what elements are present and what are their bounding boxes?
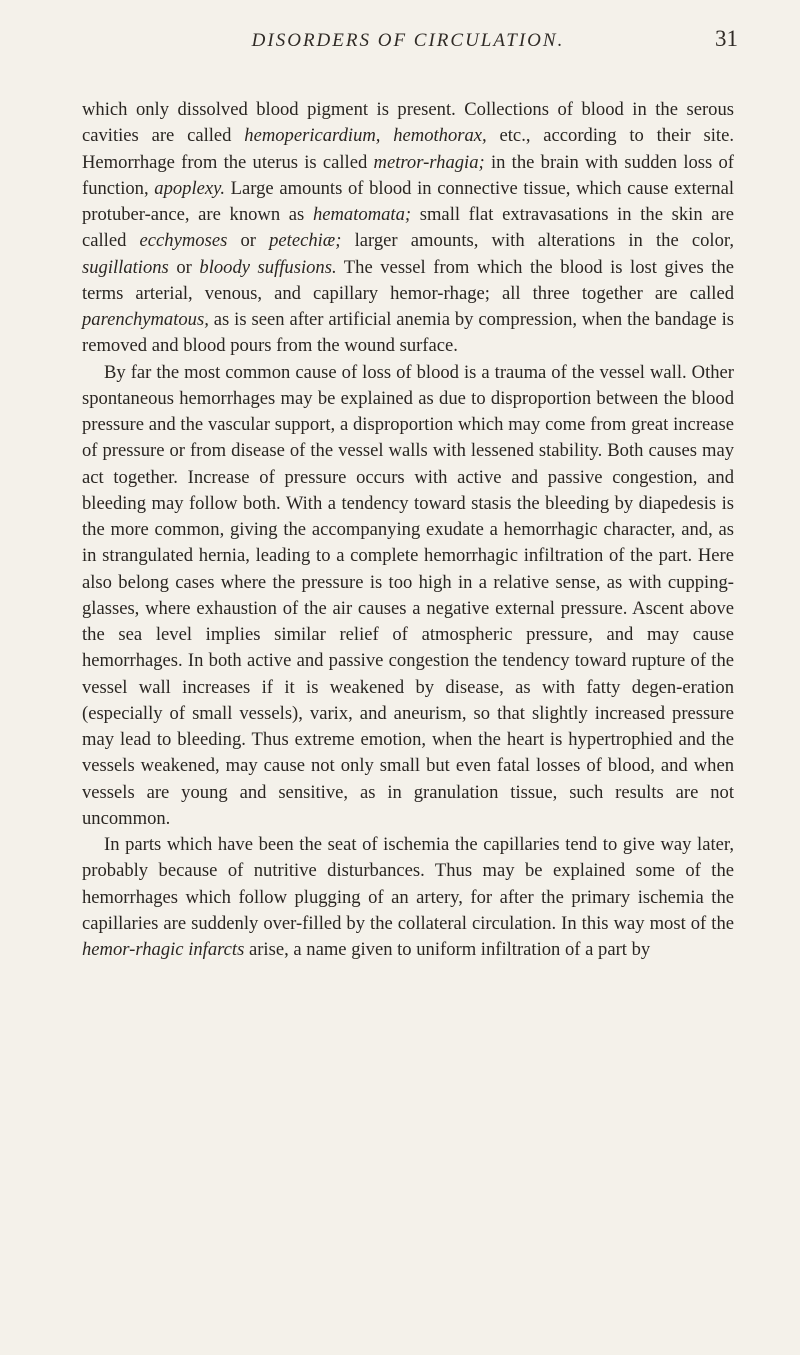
text-run: which only dissolved blood pigment is present. Collections of blood in the serous cavities are called: [82, 99, 734, 147]
text-run: By far the most common cause of loss of blood is a trauma of the vessel wall. Other spontaneous hemorrhages may be explained as due to disproportion between the blood pressure and the vascular support, a disproportion which may come from great increase of pressure or from disease of the vessel walls with lessened stability. Both causes may act together. Increase of pressure occurs with active and passive congestion, and bleeding may follow both. With a tendency toward stasis the bleeding by diapedesis is the more common, giving the accompanying exudate a hemorrhagic character, and, as in strangulated hernia, leading to a complete hemorrhagic infiltration of the part. Here also belong cases where the pressure is too high in a relative sense, as with cupping-glasses, where exhaustion of the air causes a negative external pressure. Ascent above the sea level implies similar relief of atmospheric pressure, and may cause hemorrhages. In both active and passive congestion the tendency toward rupture of the vessel wall increases if it is weakened by disease, as with fatty degen-eration (especially of small vessels), varix, and aneurism, so that slightly increased pressure may lead to bleeding. Thus extreme emotion, when the heart is hypertrophied and the vessels weakened, may cause not only small but even fatal losses of blood, and when vessels are young and sensitive, as in granulation tissue, such results are not uncommon.: [82, 361, 734, 829]
paragraph: [82, 97, 734, 360]
page-number: 31: [715, 26, 738, 51]
italic-term: petechiæ;: [269, 230, 342, 252]
paragraph: [82, 832, 734, 963]
text-run: or: [227, 230, 270, 252]
italic-term: apoplexy.: [154, 177, 225, 199]
text-run: In parts which have been the seat of ischemia the capillaries tend to give way later, probably because of nutritive disturbances. Thus may be explained some of the hemorrhages which follow plugging of an artery, for after the primary ischemia the capillaries are suddenly over-filled by the collateral circulation. In this way most of the: [82, 834, 734, 934]
paragraph: [82, 360, 734, 833]
text-run: small flat extravasations in the skin are called: [82, 204, 734, 252]
text-run: in the brain with sudden loss of function,: [82, 151, 735, 199]
italic-term: hematomata;: [312, 204, 412, 225]
italic-term: hemor-rhagic infarcts: [82, 939, 245, 960]
text-run: larger amounts, with alterations in the color,: [341, 230, 734, 252]
text-run: or: [168, 256, 200, 278]
italic-term: hemopericardium, hemothorax,: [244, 125, 487, 147]
text-run: arise, a name given to uniform infiltration of a part by: [244, 939, 651, 960]
text-run: etc., according to their site. Hemorrhage from the uterus is called: [82, 125, 734, 173]
running-title: DISORDERS OF CIRCULATION.: [251, 30, 565, 51]
italic-term: sugillations: [82, 256, 169, 278]
text-run: Large amounts of blood in connective tissue, which cause external protuber-ance, are known as: [82, 177, 734, 225]
italic-term: bloody suffusions.: [199, 256, 337, 278]
body-text: [82, 97, 734, 963]
italic-term: ecchymoses: [139, 230, 228, 252]
running-head: [80, 22, 736, 62]
italic-term: parenchymatous,: [82, 309, 209, 330]
italic-term: metror-rhagia;: [373, 151, 485, 173]
text-run: as is seen after artificial anemia by compression, when the bandage is removed and blood pours from the wound surface.: [82, 309, 734, 357]
text-run: The vessel from which the blood is lost gives the terms arterial, venous, and capillary hemor-rhage; all three together are called: [82, 256, 734, 304]
